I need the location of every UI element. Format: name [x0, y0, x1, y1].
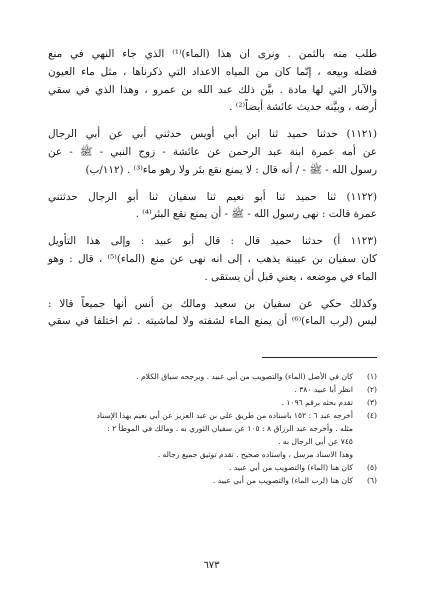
- text-line: (١١٢٢) ثنا حميد ثنا أبو نعيم ثنا سفيان ثنا أبو الرجال حدثتني: [48, 190, 377, 203]
- text-line: ليس (لرب الماء)⁽⁶⁾ أن يمنع الماء لشفته ولا لماشيته . ثم اختلفا في سقي: [48, 315, 377, 328]
- paragraph-hadith-1123a: [48, 233, 377, 286]
- text-line: (١١٢١) حدثنا حميد ثنا ابن أبي أويس حدثني أبي عن أبي الرجال: [48, 128, 377, 141]
- text-line: وكذلك حكي عن سفيان بن سعيد ومالك بن أنس أنها جميعاً قالا :: [48, 297, 377, 310]
- text-line: أرضه ، وبيَّنه حديث عائشة أيضاً⁽²⁾ .: [229, 101, 377, 114]
- footnote-number: [353, 422, 377, 435]
- footnote-continuation: [48, 435, 377, 448]
- footnote-text: تقدم بحثه برقم ١٠٩٦ .: [281, 398, 353, 407]
- footnote-number: [353, 448, 377, 461]
- footnote-continuation: [48, 422, 377, 435]
- footnote-continuation: [48, 448, 377, 461]
- footnote: [48, 383, 377, 396]
- footnotes: [48, 370, 377, 487]
- footnote-text: انظر أبا عبيد ٣٨٠ .: [294, 385, 353, 394]
- footnote-text: مثله . وأخرجه عبد الرزاق ٨ : ١٠٥ عن سفيان الثوري به . ومالك في الموطأ ٢ :: [107, 424, 353, 433]
- text-line: رسول الله - ﷺ - / أنه قال : لا يمنع نقع بئر ولا رهو ماء⁽³⁾ . (١١٢/ب): [85, 163, 377, 176]
- text-line: الماء في موضعه ، يعني قبل أن يستقى .: [204, 270, 377, 283]
- paragraph-intro: [48, 46, 377, 117]
- footnote-text: كان في الأصل (الماء) والتصويب من أبي عبيد . ويرجحه سياق الكلام .: [136, 372, 353, 381]
- footnote: [48, 396, 377, 409]
- footnote-text: أخرجه عبد ٦ : ١٥٢ باسناده من طريق علي بن عبد العزيز عن أبي نعيم بهذا الإسناد: [96, 411, 353, 420]
- footnote-text: كان هنا (لرب الماء) والتصويب من أبي عبيد .: [212, 476, 353, 485]
- paragraph-closing: [48, 296, 377, 332]
- text-line: (١١٢٣ أ) حدثنا حميد قال : قال أبو عبيد : وإلى هذا التأويل: [48, 235, 377, 248]
- footnote: [48, 370, 377, 383]
- footnote: [48, 474, 377, 487]
- footnote-number: (٤): [366, 411, 377, 420]
- footnote-divider: [262, 357, 377, 358]
- page-number: ٦٧٣: [203, 560, 220, 571]
- footnote: [48, 409, 377, 422]
- footnote-text: كان هنا (الماء) والتصويب من أبي عبيد .: [228, 463, 353, 472]
- text-line: عمرة قالت : نهى رسول الله - ﷺ - أن يمنع نقع البئر⁽⁴⁾ .: [135, 208, 377, 221]
- paragraph-hadith-1122: [48, 189, 377, 225]
- text-line: طلب منه بالثمن . ونرى ان هذا (الماء)⁽¹⁾ الذي جاء النهي في منع: [48, 48, 377, 60]
- text-line: والآبار التي لها مادة . بيَّن ذلك عبد الله بن عمرو ، وهذا الذي في سقي: [48, 83, 377, 96]
- footnote-text: ٧٤٥ عن أبي الرجال به .: [278, 437, 353, 446]
- footnote-number: (١): [366, 372, 377, 381]
- main-text: [48, 46, 377, 331]
- footnote: [48, 461, 377, 474]
- footnote-number: [353, 435, 377, 448]
- text-line: كان سفيان بن عيينة يذهب ، إلى انه نهى عن منع (الماء)⁽⁵⁾ ، قال : وهو: [48, 252, 377, 265]
- footnote-text: وهذا الاسناد مرسل ، واسناده صحيح . تقدم توثيق جميع رجاله .: [157, 450, 353, 459]
- footnote-number: (٣): [366, 398, 377, 407]
- footnote-number: (٦): [366, 476, 377, 485]
- paragraph-hadith-1121: [48, 126, 377, 179]
- footnote-number: (٥): [366, 463, 377, 472]
- text-line: عن أمه عمرة ابنة عبد الرحمن عن عائشة - زوج النبي - ﷺ - عن: [48, 145, 377, 158]
- footnote-number: (٢): [366, 385, 377, 394]
- text-line: فضله وبيعه ، إنّما كان من المياه الاعداد التي ذكرناها ، مثل ماء العيون: [48, 65, 377, 78]
